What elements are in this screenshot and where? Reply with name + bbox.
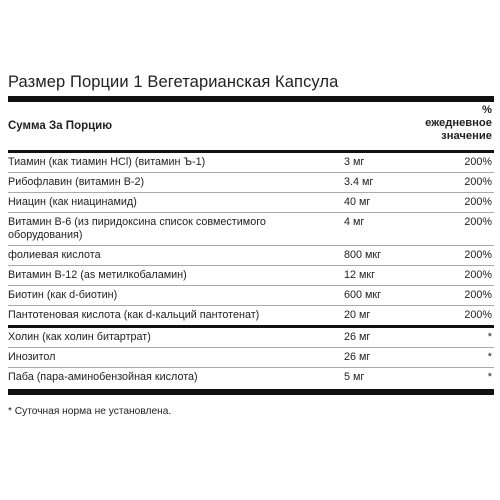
nutrient-name: Тиамин (как тиамин HCl) (витамин Ъ-1) <box>8 156 206 168</box>
nutrient-amount: 12 мкг <box>344 269 376 281</box>
nutrient-name: Витамин B-12 (as метилкобаламин) <box>8 269 187 281</box>
table-row <box>8 246 494 266</box>
nutrient-name: Рибофлавин (витамин B-2) <box>8 176 145 188</box>
supplement-facts-panel <box>8 72 494 417</box>
nutrient-name: Инозитол <box>8 351 56 363</box>
nutrient-daily-value: 200% <box>464 269 492 281</box>
nutrient-amount: 20 мг <box>344 309 371 321</box>
nutrient-name: фолиевая кислота <box>8 249 101 261</box>
nutrient-daily-value: 200% <box>464 309 492 321</box>
table-row <box>8 286 494 306</box>
table-row <box>8 213 494 246</box>
dv-label-line-2: ежедневное <box>425 117 492 129</box>
nutrient-name: Паба (пара-аминобензойная кислота) <box>8 371 198 383</box>
nutrient-name: Ниацин (как ниацинамид) <box>8 196 137 208</box>
nutrient-daily-value: * <box>487 371 492 383</box>
nutrient-daily-value: * <box>487 351 492 363</box>
nutrient-name: Витамин B-6 (из пиридоксина список совместимого оборудования) <box>8 216 266 241</box>
table-row <box>8 193 494 213</box>
amount-per-serving-label: Сумма За Порцию <box>8 120 113 132</box>
table-row <box>8 153 494 173</box>
nutrient-daily-value: 200% <box>464 249 492 261</box>
table-row <box>8 368 494 387</box>
serving-size-title: Размер Порции 1 Вегетарианская Капсула <box>8 73 339 91</box>
nutrient-name: Пантотеновая кислота (как d-кальций пантотенат) <box>8 309 260 321</box>
nutrient-amount: 40 мг <box>344 196 371 208</box>
table-row <box>8 266 494 286</box>
nutrient-daily-value: 200% <box>464 156 492 168</box>
thick-divider-bottom <box>8 389 494 395</box>
table-row <box>8 173 494 193</box>
footnote: * Суточная норма не установлена. <box>8 406 172 417</box>
table-row <box>8 306 494 325</box>
table-row <box>8 328 494 348</box>
nutrient-amount: 26 мг <box>344 351 371 363</box>
daily-value-label <box>382 104 492 143</box>
nutrient-daily-value: * <box>487 331 492 343</box>
nutrient-amount: 800 мкг <box>344 249 382 261</box>
nutrient-name: Биотин (как d-биотин) <box>8 289 118 301</box>
dv-label-line-1: % <box>482 104 492 116</box>
nutrient-name: Холин (как холин битартрат) <box>8 331 151 343</box>
nutrient-daily-value: 200% <box>464 176 492 188</box>
nutrient-amount: 5 мг <box>344 371 365 383</box>
nutrient-amount: 3.4 мг <box>344 176 374 188</box>
nutrient-daily-value: 200% <box>464 196 492 208</box>
nutrient-daily-value: 200% <box>464 216 492 228</box>
nutrient-amount: 4 мг <box>344 216 365 228</box>
table-header <box>8 102 494 150</box>
nutrient-amount: 3 мг <box>344 156 365 168</box>
dv-label-line-3: значение <box>441 130 492 142</box>
nutrient-amount: 26 мг <box>344 331 371 343</box>
table-row <box>8 348 494 368</box>
nutrient-daily-value: 200% <box>464 289 492 301</box>
nutrient-amount: 600 мкг <box>344 289 382 301</box>
